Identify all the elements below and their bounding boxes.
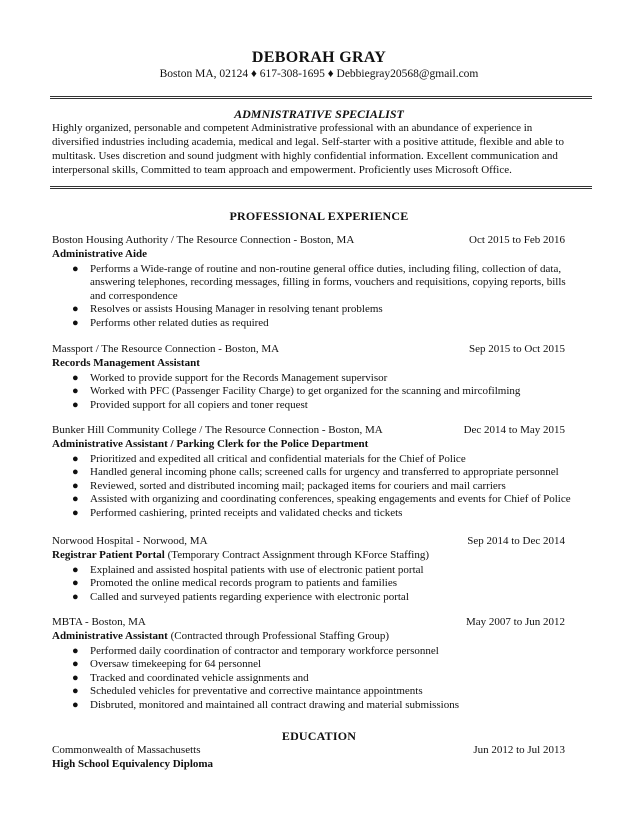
bullet-item: ● Promoted the online medical records program to patients and families — [72, 577, 397, 589]
bullet-icon: ● — [72, 479, 79, 492]
bullet-icon: ● — [72, 303, 79, 315]
objective-title: ADMNISTRATIVE SPECIALIST — [234, 107, 404, 121]
education-entry — [52, 743, 572, 771]
bullet-icon: ● — [72, 452, 79, 465]
bullet-icon: ● — [72, 385, 79, 397]
education-title: EDUCATION — [281, 729, 357, 743]
bullet-item: ● Resolves or assists Housing Manager in resolving tenant problems — [72, 303, 383, 315]
bullet-icon: ● — [72, 685, 79, 697]
bullet-item: ● Worked to provide support for the Records Management supervisor — [72, 371, 388, 384]
bullet-item: ● Explained and assisted hospital patients with use of electronic patient portal — [72, 563, 424, 576]
contact-line: Boston MA, 02124 ♦ 617-308-1695 ♦ Debbiegray20568@gmail.com — [159, 68, 479, 80]
bullet-icon: ● — [72, 671, 79, 684]
job-dates: Sep 2015 to Oct 2015 — [469, 343, 565, 355]
job-dates: Sep 2014 to Dec 2014 — [467, 535, 565, 547]
summary-paragraph: Highly organized, personable and competent Administrative professional with an abundance of experience in diversified industries including academia, medical and legal. Self-starter with a positive attitude, flexible and able to multitask. Uses discretion and sound judgment with highly confidential information. Excellent communication and interpersonal skills, Committed to team approach and empowerment. Proficiently uses Microsoft Office. — [52, 122, 564, 176]
bullet-item: ● Oversaw timekeeping for 64 personnel — [72, 658, 262, 670]
job-role: Administrative Assistant / Parking Clerk for the Police Department — [52, 438, 369, 450]
bullet-icon: ● — [72, 371, 79, 384]
candidate-name: DEBORAH GRAY — [251, 49, 387, 66]
bullet-icon: ● — [72, 698, 79, 711]
job-employer: MBTA - Boston, MA — [52, 616, 146, 628]
bullet-icon: ● — [72, 493, 79, 505]
job-employer: Massport / The Resource Connection - Boston, MA — [52, 343, 280, 355]
job-entry — [52, 343, 572, 412]
experience-title: PROFESSIONAL EXPERIENCE — [229, 209, 409, 223]
job-role: Records Management Assistant — [52, 357, 200, 369]
bullet-item: ● Performs a Wide-range of routine and non-routine general office duties, including filing, collection of data, answering telephones, recording messages, filling in forms, vouchers and requisitions, copying reports, bills and correspondence — [72, 262, 566, 302]
job-entry — [52, 535, 572, 604]
job-bullets — [52, 564, 572, 605]
bullet-item: ● Handled general incoming phone calls; screened calls for urgency and transferred to appropriate personnel — [72, 466, 559, 478]
bullet-item: ● Performed daily coordination of contractor and temporary workforce personnel — [72, 644, 439, 657]
job-employer: Norwood Hospital - Norwood, MA — [52, 535, 208, 547]
bullet-item: ● Scheduled vehicles for preventative and corrective maintance appointments — [72, 685, 423, 697]
bullet-item: ● Tracked and coordinated vehicle assignments and — [72, 671, 309, 684]
job-bullets — [52, 453, 572, 521]
bullet-item: ● Disbruted, monitored and maintained all contract drawing and material submissions — [72, 698, 460, 711]
job-employer: Boston Housing Authority / The Resource Connection - Boston, MA — [52, 234, 355, 246]
bullet-icon: ● — [72, 644, 79, 657]
bullet-icon: ● — [72, 563, 79, 576]
job-entry — [52, 616, 572, 712]
job-dates: May 2007 to Jun 2012 — [466, 616, 565, 628]
bullet-item: ● Prioritized and expedited all critical and confidential materials for the Chief of Police — [72, 452, 466, 465]
bullet-icon: ● — [72, 590, 79, 603]
education-institution: Commonwealth of Massachusetts — [52, 744, 201, 756]
job-role: Administrative Assistant — [52, 630, 168, 642]
job-bullets — [52, 263, 572, 331]
job-entry — [52, 424, 572, 520]
bullet-item: ● Reviewed, sorted and distributed incoming mail; packaged items for couriers and mail carriers — [72, 479, 506, 492]
divider-bottom — [50, 186, 592, 189]
job-role-note: (Contracted through Professional Staffing Group) — [167, 630, 390, 642]
job-employer: Bunker Hill Community College / The Resource Connection - Boston, MA — [52, 424, 383, 436]
job-dates: Dec 2014 to May 2015 — [463, 424, 565, 436]
job-dates: Oct 2015 to Feb 2016 — [469, 234, 565, 246]
job-bullets — [52, 372, 572, 413]
job-entry — [52, 234, 572, 330]
job-role-note: (Temporary Contract Assignment through KForce Staffing) — [164, 549, 430, 561]
education-dates: Jun 2012 to Jul 2013 — [473, 744, 565, 756]
divider-top — [50, 96, 592, 99]
bullet-icon: ● — [72, 466, 79, 478]
bullet-icon: ● — [72, 506, 79, 519]
bullet-item: ● Performs other related duties as required — [72, 316, 269, 329]
job-role: Administrative Aide — [52, 248, 148, 260]
bullet-icon: ● — [72, 262, 79, 275]
bullet-item: ● Worked with PFC (Passenger Facility Charge) to get organized for the scanning and mircofilming — [72, 385, 521, 397]
education-degree: High School Equivalency Diploma — [52, 758, 214, 770]
bullet-item: ● Assisted with organizing and coordinating conferences, speaking engagements and events for Chief of Police — [72, 493, 571, 505]
bullet-item: ● Performed cashiering, printed receipts and validated checks and tickets — [72, 506, 403, 519]
bullet-icon: ● — [72, 398, 79, 411]
bullet-icon: ● — [72, 316, 79, 329]
bullet-item: ● Provided support for all copiers and toner request — [72, 398, 308, 411]
job-role: Registrar Patient Portal — [52, 549, 165, 561]
job-bullets — [52, 645, 572, 713]
bullet-icon: ● — [72, 658, 79, 670]
bullet-item: ● Called and surveyed patients regarding experience with electronic portal — [72, 590, 409, 603]
bullet-icon: ● — [72, 577, 79, 589]
